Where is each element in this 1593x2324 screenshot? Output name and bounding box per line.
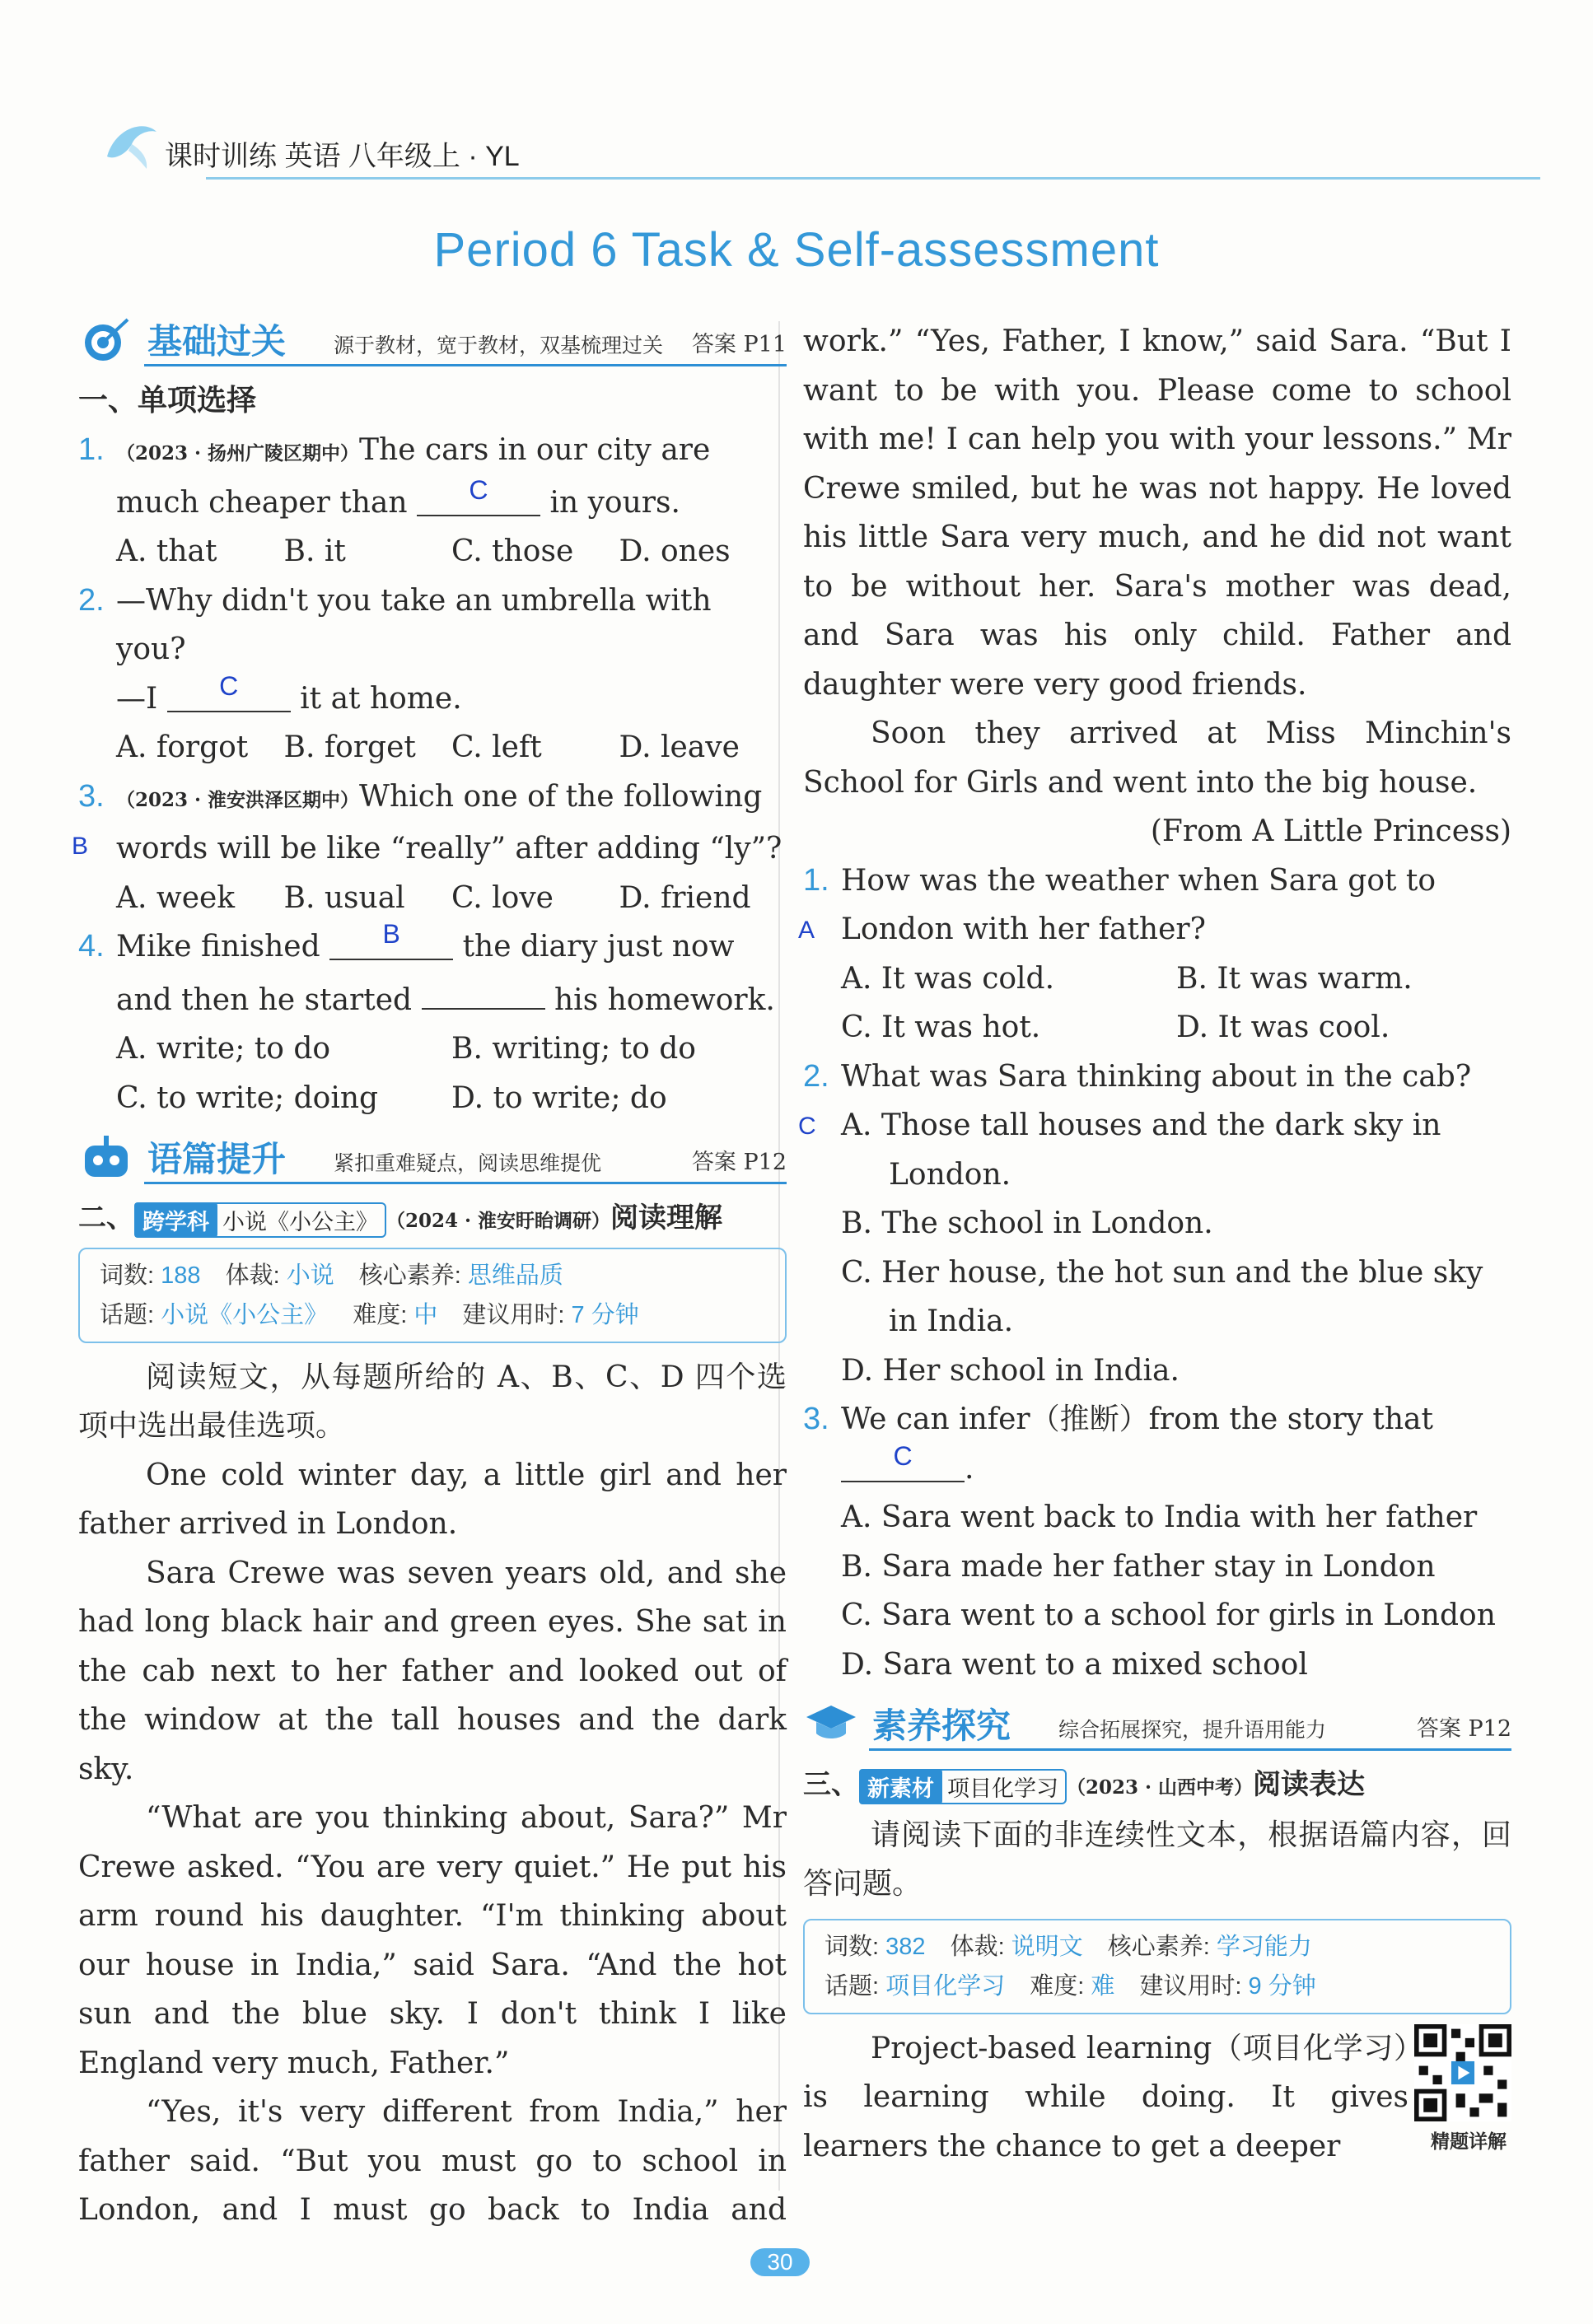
- section-title: 语篇提升: [147, 1140, 287, 1178]
- right-column: [798, 317, 1511, 2171]
- option: A. write; to do: [116, 1032, 331, 1066]
- option: C. Her house, the hot sun and the blue sky in India.: [841, 1255, 1483, 1338]
- qr-code-icon[interactable]: [1414, 2024, 1511, 2121]
- answer-blank: [841, 1440, 965, 1482]
- option: B. The school in London.: [841, 1206, 1213, 1240]
- info-value: 9 分钟: [1248, 1972, 1316, 2000]
- handwritten-answer: C: [219, 670, 239, 701]
- reading-question-2: [798, 1052, 1511, 1140]
- option: A. forgot: [116, 730, 249, 764]
- question-text: —I: [116, 681, 158, 716]
- info-value: 说明文: [1011, 1933, 1083, 1960]
- info-value: 难: [1091, 1972, 1115, 2000]
- answer-blank: [167, 670, 291, 712]
- question-source: （2023 · 山西中考）: [1067, 1776, 1254, 1799]
- option: D. ones: [619, 534, 731, 568]
- question-4: [78, 919, 787, 1024]
- section-rule: [869, 1748, 1511, 1751]
- passage-paragraph: Project-based learning（项目化学习）is learning while doing. It gives learners the chance to get a deeper: [803, 2031, 1408, 2163]
- question-source: （2023 · 淮安洪泽区期中）: [116, 788, 360, 811]
- question-text: What was Sara thinking about in the cab?: [841, 1059, 1472, 1094]
- passage-source: (From A Little Princess): [1150, 814, 1511, 848]
- question-text: The cars in our city are much cheaper than: [116, 433, 711, 520]
- info-key: 体裁:: [225, 1262, 280, 1289]
- handwritten-answer: C: [893, 1440, 913, 1471]
- header-rule: [206, 177, 1540, 180]
- info-key: 难度:: [353, 1301, 408, 1328]
- question-number: 1.: [78, 432, 105, 467]
- option: D. leave: [619, 730, 740, 764]
- option: D. to write; do: [451, 1080, 667, 1115]
- question-number: 3.: [78, 778, 105, 814]
- info-box: [78, 1248, 787, 1343]
- left-column: [72, 305, 787, 2235]
- question-text: in yours.: [549, 485, 680, 520]
- info-key: 词数:: [825, 1933, 880, 1960]
- option: C. to write; doing: [116, 1080, 379, 1115]
- answer-blank: [422, 972, 545, 1010]
- reading-question-3: 3. We can infer（推断）from the story that C .: [803, 1395, 1511, 1493]
- page-header: [82, 124, 1483, 181]
- answer-blank: [329, 919, 453, 960]
- handwritten-answer: C: [469, 474, 488, 505]
- question-source: （2024 · 淮安盱眙调研）: [386, 1210, 611, 1232]
- option: D. It was cool.: [1176, 1010, 1390, 1044]
- section-title: 素养探究: [872, 1706, 1011, 1745]
- info-key: 话题:: [825, 1972, 880, 2000]
- tag-label: 新素材: [859, 1769, 942, 1804]
- qr-label: 精题详解: [1431, 2130, 1507, 2152]
- question-text: it at home.: [300, 681, 462, 716]
- info-value: 思维品质: [467, 1262, 563, 1289]
- instructions: 阅读短文，从每题所给的 A、B、C、D 四个选项中选出最佳选项。: [78, 1360, 787, 1444]
- option: D. friend: [619, 880, 751, 915]
- option: C. those: [451, 534, 574, 568]
- section-basic: [78, 311, 787, 369]
- answer-ref: 答案 P12: [691, 1150, 787, 1175]
- info-value: 学习能力: [1216, 1933, 1312, 1960]
- part-type: 阅读理解: [610, 1202, 723, 1234]
- question-text: We can infer（推断）from the story that: [841, 1402, 1433, 1436]
- option: A. It was cold.: [841, 961, 1055, 996]
- option: A. Sara went back to India with her father: [841, 1500, 1478, 1534]
- part-number: 三、: [803, 1769, 859, 1800]
- option: A. that: [116, 534, 217, 568]
- part-number: 二、: [78, 1202, 134, 1234]
- handwritten-answer: B: [382, 919, 400, 949]
- question-number: 2.: [803, 1058, 829, 1094]
- info-value: 382: [885, 1933, 926, 1960]
- robot-icon: [78, 1132, 134, 1182]
- question-source: （2023 · 扬州广陵区期中）: [116, 442, 360, 464]
- question-text: How was the weather when Sara got to London with her father?: [841, 863, 1437, 946]
- option: A. Those tall houses and the dark sky in London.: [841, 1108, 1441, 1192]
- option: C. Sara went to a school for girls in London: [841, 1598, 1496, 1632]
- answer-ref: 答案 P11: [691, 332, 787, 357]
- handwritten-answer: C: [798, 1112, 816, 1140]
- question-text: Which one of the following words will be like “really” after adding “ly”?: [116, 779, 782, 866]
- section-title: 基础过关: [147, 322, 287, 361]
- pbl-block: [803, 2024, 1511, 2172]
- question-number: 1.: [803, 862, 829, 898]
- info-value: 小说《小公主》: [161, 1301, 329, 1328]
- info-key: 核心素养:: [1107, 1933, 1210, 1960]
- question-text: his homework.: [554, 982, 775, 1017]
- tag-label: 小说《小公主》: [214, 1202, 386, 1238]
- passage-paragraph: “Yes, it's very different from India,” her father said. “But you must go to school in London, and I must go back to India and: [78, 2095, 787, 2228]
- options: [803, 954, 1511, 1052]
- page-number: 30: [750, 2248, 810, 2276]
- dolphin-icon: [99, 111, 165, 177]
- info-key: 难度:: [1030, 1972, 1085, 2000]
- info-value: 小说: [286, 1262, 334, 1289]
- info-key: 建议用时:: [1139, 1972, 1242, 2000]
- part-heading: [803, 1762, 1511, 1804]
- instructions: 请阅读下面的非连续性文本，根据语篇内容，回答问题。: [803, 1818, 1511, 1902]
- passage-continued: [803, 317, 1511, 709]
- question-number: 3.: [803, 1402, 829, 1436]
- option: D. Her school in India.: [841, 1353, 1180, 1388]
- section-subtitle: 紧扣重难疑点，阅读思维提优: [334, 1151, 602, 1175]
- question-2: [78, 576, 787, 724]
- option: C. left: [451, 730, 542, 764]
- question-number: 4.: [78, 929, 105, 964]
- part-heading: 一、单项选择: [78, 383, 257, 417]
- question-number: 2.: [78, 582, 105, 618]
- option: D. Sara went to a mixed school: [841, 1647, 1308, 1682]
- part-type: 阅读表达: [1253, 1769, 1366, 1800]
- part-heading: [78, 1195, 787, 1238]
- info-key: 核心素养:: [358, 1262, 461, 1289]
- info-key: 词数:: [100, 1262, 155, 1289]
- graduation-cap-icon: [803, 1699, 859, 1748]
- handwritten-answer: A: [798, 916, 815, 944]
- info-value: 项目化学习: [885, 1972, 1006, 2000]
- section-subtitle: 源于教材，宽于教材，双基梳理过关: [334, 334, 664, 357]
- info-key: 体裁:: [950, 1933, 1005, 1960]
- section-subtitle: 综合拓展探究，提升语用能力: [1058, 1718, 1327, 1742]
- section-explore: [803, 1696, 1511, 1753]
- answer-ref: 答案 P12: [1416, 1716, 1511, 1742]
- info-value: 188: [161, 1262, 201, 1289]
- options: [78, 527, 787, 576]
- option: B. usual: [283, 880, 405, 915]
- header-text: 课时训练 英语 八年级上 · YL: [165, 141, 520, 172]
- question-text: —Why didn't you take an umbrella with you?: [116, 583, 712, 666]
- passage-paragraph: work.” “Yes, Father, I know,” said Sara. “But I want to be with you. Please come to school with me! I can help you with your lessons.” Mr Crewe smiled, but he was not happy. He loved his little Sara very much, and he did not want to be without her. Sara's mother was dead, and Sara was his only child. Father and daughter were very good friends.: [803, 324, 1511, 702]
- section-reading: [78, 1129, 787, 1187]
- info-box: [803, 1919, 1511, 2014]
- option: B. Sara made her father stay in London: [841, 1549, 1436, 1584]
- section-rule: [144, 1182, 787, 1184]
- option: B. forget: [283, 730, 416, 764]
- info-key: 话题:: [100, 1301, 155, 1328]
- passage-paragraph: “What are you thinking about, Sara?” Mr Crewe asked. “You are very quiet.” He put his arm round his daughter. “I'm thinking about our house in India,” said Sara. “And the hot sun and the blue sky. I don't think I like England very much, Father.”: [78, 1801, 787, 2080]
- options: [78, 723, 787, 772]
- page-title: Period 6 Task & Self-assessment: [433, 223, 1160, 277]
- target-icon: [78, 315, 134, 364]
- options: [78, 874, 787, 923]
- section-rule: [144, 364, 787, 366]
- question-3: [72, 772, 787, 874]
- answer-blank: [417, 474, 540, 516]
- question-1: [78, 426, 787, 527]
- option: B. It was warm.: [1176, 961, 1413, 996]
- option: A. week: [116, 880, 236, 915]
- question-text: Mike finished: [116, 930, 320, 964]
- option: B. writing; to do: [451, 1032, 696, 1066]
- option: B. it: [283, 534, 346, 568]
- passage-paragraph: One cold winter day, a little girl and her father arrived in London.: [78, 1458, 787, 1542]
- tag-label: 项目化学习: [939, 1769, 1067, 1804]
- info-value: 7 分钟: [571, 1301, 639, 1328]
- info-key: 建议用时:: [462, 1301, 565, 1328]
- tag-label: 跨学科: [134, 1202, 217, 1238]
- passage-paragraph: Soon they arrived at Miss Minchin's School for Girls and went into the big house.: [803, 716, 1511, 800]
- info-value: 中: [413, 1301, 438, 1328]
- passage-paragraph: Sara Crewe was seven years old, and she had long black hair and green eyes. She sat in the cab next to her father and looked out of the window at the tall houses and the dark sky.: [78, 1556, 787, 1786]
- reading-question-1: [798, 856, 1511, 954]
- options: [78, 1024, 787, 1122]
- question-text: the diary just now and then he started: [116, 930, 735, 1017]
- option: C. It was hot.: [841, 1010, 1041, 1044]
- handwritten-answer: B: [72, 832, 89, 860]
- option: C. love: [451, 880, 554, 915]
